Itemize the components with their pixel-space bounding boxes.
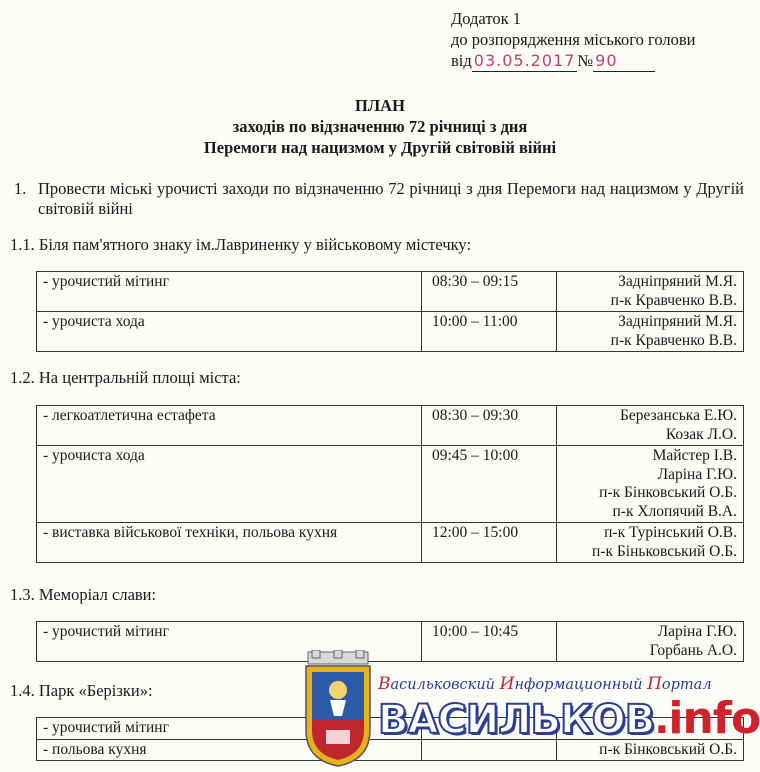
responsible-person: Задніпряний М.Я. bbox=[618, 273, 737, 290]
responsible-person: Ларіна Г.Ю. bbox=[657, 465, 737, 483]
section-heading-1-3: 1.3. Меморіал слави: bbox=[10, 585, 157, 604]
responsible-person: Майстер І.В. bbox=[652, 447, 737, 464]
city-crest-icon bbox=[304, 650, 372, 768]
responsible-person: п-к Кравченко В.В. bbox=[610, 331, 737, 349]
site-watermark-logo bbox=[296, 648, 760, 772]
time-cell: 12:00 – 15:00 bbox=[422, 523, 557, 563]
schedule-table-1-2 bbox=[36, 405, 744, 563]
title-line-2: заходів по відзначенню 72 річниці з дня bbox=[232, 117, 528, 136]
annex-date-line bbox=[451, 50, 696, 72]
event-cell: - легкоатлетична естафета bbox=[37, 406, 422, 446]
time-cell: 10:00 – 10:45 bbox=[422, 622, 557, 662]
event-cell: - урочиста хода bbox=[37, 446, 422, 523]
table-row bbox=[37, 312, 744, 352]
responsible-person: п-к Кравченко В.В. bbox=[610, 291, 737, 309]
responsible-person: п-к Турінський О.В. bbox=[604, 524, 737, 541]
event-cell: - виставка військової техніки, польова кухня bbox=[37, 523, 422, 563]
brand-main: ВАСИЛЬКОВ bbox=[378, 697, 655, 743]
responsible-cell bbox=[557, 523, 744, 563]
section-heading-1-4: 1.4. Парк «Берізки»: bbox=[10, 681, 153, 700]
responsible-person: п-к Біньковський О.Б. bbox=[592, 542, 737, 560]
time-cell: 08:30 – 09:30 bbox=[422, 406, 557, 446]
brand-tld: info bbox=[668, 693, 760, 744]
responsible-person: п-к Бінковський О.Б. bbox=[599, 484, 737, 501]
responsible-person: Березанська Е.Ю. bbox=[619, 407, 737, 424]
event-cell: - урочистий мітинг bbox=[37, 272, 422, 312]
annex-line-1: Додаток 1 bbox=[451, 9, 521, 28]
responsible-cell bbox=[557, 272, 744, 312]
table-row bbox=[37, 406, 744, 446]
event-cell: - урочистий мітинг bbox=[37, 718, 422, 740]
responsible-person: Горбань А.О. bbox=[649, 641, 737, 659]
schedule-table-1-1 bbox=[36, 271, 744, 352]
title-line-3: Перемоги над нацизмом у Другій світовій війні bbox=[203, 138, 557, 157]
responsible-person: Ларіна Г.Ю. bbox=[657, 623, 737, 640]
brand-dot: . bbox=[654, 697, 669, 743]
time-cell: 10:00 – 11:00 bbox=[422, 312, 557, 352]
document-title bbox=[0, 95, 760, 158]
event-cell: - урочиста хода bbox=[37, 312, 422, 352]
annex-number-handwritten: 90 bbox=[593, 50, 655, 72]
time-cell: 08:30 – 09:15 bbox=[422, 272, 557, 312]
responsible-person: Козак Л.О. bbox=[665, 425, 737, 443]
table-row bbox=[37, 272, 744, 312]
annex-line-2: до розпорядження міського голови bbox=[451, 30, 696, 49]
point-1 bbox=[14, 179, 744, 219]
annex-date-handwritten: 03.05.2017 bbox=[473, 51, 576, 70]
responsible-cell bbox=[557, 446, 744, 523]
responsible-person: п-к Хлопячий В.А. bbox=[612, 502, 737, 520]
point-1-number: 1. bbox=[14, 179, 27, 198]
responsible-person: п-к Бінковський О.Б. bbox=[599, 740, 737, 758]
annex-block bbox=[451, 8, 696, 72]
time-cell: 09:45 – 10:00 bbox=[422, 446, 557, 523]
annex-number-label: № bbox=[577, 51, 594, 70]
portal-tagline: Васильковский Информационный Портал bbox=[378, 674, 712, 694]
section-heading-1-2: 1.2. На центральній площі міста: bbox=[10, 368, 241, 387]
responsible-person: Задніпряний М.Я. bbox=[618, 313, 737, 330]
event-cell: - польова кухня bbox=[37, 739, 422, 761]
title-line-1: ПЛАН bbox=[355, 96, 405, 115]
table-row bbox=[37, 523, 744, 563]
responsible-cell bbox=[557, 406, 744, 446]
point-1-text: Провести міські урочисті заходи по відзначенню 72 річниці з дня Перемоги над нацизмом у Другій світовій війні bbox=[38, 179, 744, 218]
brand-wordmark bbox=[378, 694, 760, 745]
event-cell: - урочистий мітинг bbox=[37, 622, 422, 662]
table-row bbox=[37, 446, 744, 523]
annex-from-label: від bbox=[451, 51, 472, 70]
responsible-cell bbox=[557, 312, 744, 352]
section-heading-1-1: 1.1. Біля пам'ятного знаку ім.Лавриненку у військовому містечку: bbox=[10, 235, 472, 254]
